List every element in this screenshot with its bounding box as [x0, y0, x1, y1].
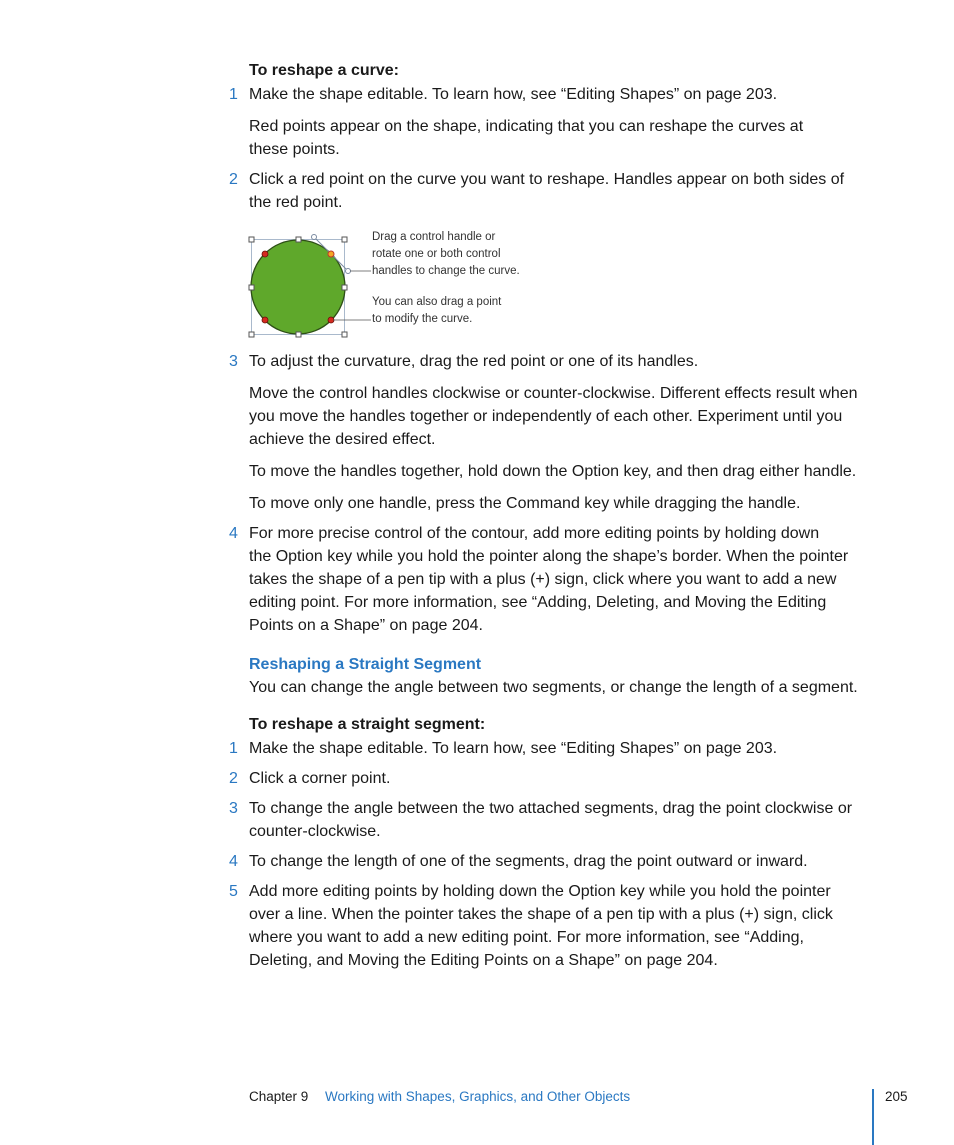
step-text — [249, 83, 777, 106]
control-handle — [346, 269, 351, 274]
text-line: the red point. — [249, 194, 343, 211]
paragraph: To move only one handle, press the Command key while dragging the handle. — [249, 495, 801, 512]
text-line: To change the length of one of the segments, drag the point outward or inward. — [249, 853, 808, 870]
selection-handle — [342, 285, 347, 290]
selection-handle — [296, 332, 301, 337]
step-number: 1 — [229, 86, 238, 103]
text-line: over a line. When the pointer takes the shape of a pen tip with a plus (+) sign, click — [249, 906, 833, 923]
selection-handle — [296, 237, 301, 242]
red-point — [262, 317, 268, 323]
red-point — [262, 251, 268, 257]
reshape-curve-figure — [245, 230, 385, 342]
callout-line: You can also drag a point — [372, 296, 502, 308]
footer-chapter: Chapter 9 — [249, 1089, 309, 1104]
step-text — [249, 168, 844, 214]
text-line: Deleting, and Moving the Editing Points on a Shape” on page 204. — [249, 952, 718, 969]
paragraph: You can change the angle between two segments, or change the length of a segment. — [249, 679, 858, 696]
selection-handle — [249, 237, 254, 242]
text-line: Red points appear on the shape, indicating that you can reshape the curves at — [249, 118, 804, 135]
text-line: achieve the desired effect. — [249, 431, 436, 448]
text-line: the Option key while you hold the pointer along the shape’s border. When the pointer — [249, 548, 849, 565]
callout-line: rotate one or both control — [372, 248, 501, 260]
paragraph — [249, 382, 858, 451]
control-handle — [312, 235, 317, 240]
callout-line: handles to change the curve. — [372, 265, 520, 277]
step-number: 4 — [229, 525, 238, 542]
text-line: To change the angle between the two attached segments, drag the point clockwise or — [249, 800, 853, 817]
step-text — [249, 737, 777, 760]
text-line: Make the shape editable. To learn how, see “Editing Shapes” on page 203. — [249, 740, 778, 757]
step-number: 5 — [229, 883, 238, 900]
text-line: For more precise control of the contour, add more editing points by holding down — [249, 525, 820, 542]
step-number: 1 — [229, 740, 238, 757]
callout-line: to modify the curve. — [372, 313, 473, 325]
step-number: 2 — [229, 770, 238, 787]
section-heading: Reshaping a Straight Segment — [249, 656, 482, 673]
step-number: 3 — [229, 800, 238, 817]
step-text — [249, 797, 852, 843]
selection-handle — [249, 332, 254, 337]
step-text — [249, 522, 848, 637]
paragraph — [249, 115, 803, 161]
callout-line: Drag a control handle or — [372, 231, 496, 243]
paragraph: To move the handles together, hold down the Option key, and then drag either handle. — [249, 463, 857, 480]
selection-handle — [342, 237, 347, 242]
selected-red-point — [328, 251, 334, 257]
figure-callout-2 — [372, 294, 501, 328]
selection-handle — [342, 332, 347, 337]
step-number: 4 — [229, 853, 238, 870]
footer-divider — [872, 1089, 874, 1145]
text-line: Points on a Shape” on page 204. — [249, 617, 483, 634]
step-text — [249, 850, 808, 873]
text-line: Click a corner point. — [249, 770, 391, 787]
selection-handle — [249, 285, 254, 290]
step-number: 2 — [229, 171, 238, 188]
text-line: editing point. For more information, see “Adding, Deleting, and Moving the Editing — [249, 594, 827, 611]
figure-callout-1 — [372, 229, 520, 280]
text-line: Add more editing points by holding down the Option key while you hold the pointer — [249, 883, 831, 900]
text-line: these points. — [249, 141, 340, 158]
step-text — [249, 767, 390, 790]
procedure-title: To reshape a straight segment: — [249, 716, 486, 733]
step-number: 3 — [229, 353, 238, 370]
text-line: To adjust the curvature, drag the red point or one of its handles. — [249, 353, 699, 370]
step-text — [249, 880, 833, 972]
text-line: Click a red point on the curve you want to reshape. Handles appear on both sides of — [249, 171, 845, 188]
page-number: 205 — [885, 1089, 908, 1104]
text-line: Make the shape editable. To learn how, see “Editing Shapes” on page 203. — [249, 86, 778, 103]
step-text — [249, 350, 698, 373]
text-line: Move the control handles clockwise or counter-clockwise. Different effects result when — [249, 385, 858, 402]
text-line: takes the shape of a pen tip with a plus (+) sign, click where you want to add a new — [249, 571, 837, 588]
footer-chapter-title[interactable]: Working with Shapes, Graphics, and Other Objects — [325, 1089, 631, 1104]
text-line: you move the handles together or independently of each other. Experiment until you — [249, 408, 843, 425]
procedure-title: To reshape a curve: — [249, 62, 399, 79]
text-line: where you want to add a new editing point. For more information, see “Adding, — [249, 929, 804, 946]
text-line: counter-clockwise. — [249, 823, 381, 840]
